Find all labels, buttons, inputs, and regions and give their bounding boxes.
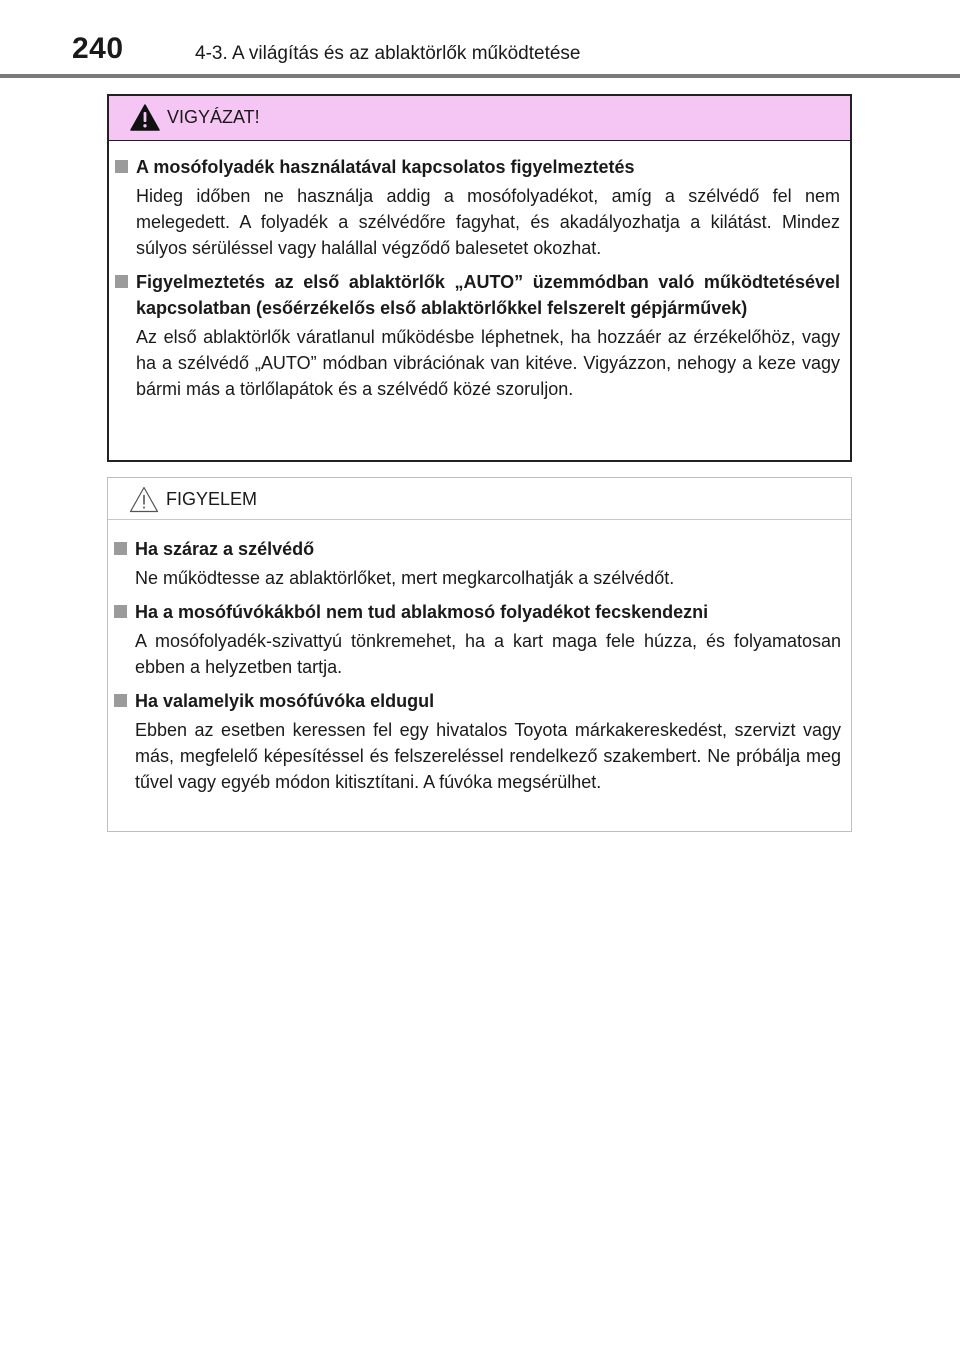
square-bullet-icon bbox=[115, 275, 128, 288]
warning-box-body bbox=[109, 154, 850, 410]
caution-triangle-outline-icon bbox=[129, 486, 159, 513]
section-title: 4-3. A világítás és az ablaktörlők működtetése bbox=[195, 43, 581, 64]
warning-box-title: VIGYÁZAT! bbox=[167, 107, 260, 127]
warning-item-heading bbox=[109, 269, 850, 321]
notice-box-body bbox=[108, 536, 851, 803]
warning-item-heading-text: Figyelmeztetés az első ablaktörlők „AUTO” üzemmódban való működtetésével kapcsolatban (esőérzékelős első ablaktörlőkkel felszerelt gépjárművek) bbox=[136, 272, 840, 318]
notice-item-heading bbox=[108, 536, 851, 562]
notice-item-heading-text: Ha száraz a szélvédő bbox=[135, 539, 315, 559]
notice-item-text: A mosófolyadék-szivattyú tönkremehet, ha a kart maga fele húzza, és folyamatosan ebben a helyzetben tartja. bbox=[135, 631, 841, 677]
page-header bbox=[0, 0, 960, 78]
warning-item-heading bbox=[109, 154, 850, 180]
page-number: 240 bbox=[72, 32, 124, 65]
square-bullet-icon bbox=[115, 160, 128, 173]
warning-box-header bbox=[109, 96, 850, 141]
notice-box bbox=[107, 477, 852, 832]
warning-item-heading-text: A mosófolyadék használatával kapcsolatos figyelmeztetés bbox=[136, 157, 635, 177]
warning-item-text: Az első ablaktörlők váratlanul működésbe léphetnek, ha hozzáér az érzékelőhöz, vagy ha a szélvédő „AUTO” módban vibrációnak van kitéve. Vigyázzon, nehogy a keze vagy bármi más a törlőlapátok és a szélvédő közé szoruljon. bbox=[136, 327, 840, 399]
square-bullet-icon bbox=[114, 694, 127, 707]
notice-box-title: FIGYELEM bbox=[166, 489, 258, 509]
square-bullet-icon bbox=[114, 605, 127, 618]
notice-item-text: Ne működtesse az ablaktörlőket, mert megkarcolhatják a szélvédőt. bbox=[135, 568, 675, 588]
warning-item-text: Hideg időben ne használja addig a mosófolyadékot, amíg a szélvédő fel nem melegedett. A folyadék a szélvédőre fagyhat, és akadályozhatja a kilátást. Mindez súlyos sérüléssel vagy halállal végződő balesetet okozhat. bbox=[136, 186, 840, 258]
notice-item-heading bbox=[108, 688, 851, 714]
warning-triangle-icon bbox=[130, 104, 160, 131]
notice-item-heading-text: Ha a mosófúvókákból nem tud ablakmosó folyadékot fecskendezni bbox=[135, 602, 709, 622]
notice-item-heading-text: Ha valamelyik mosófúvóka eldugul bbox=[135, 691, 435, 711]
square-bullet-icon bbox=[114, 542, 127, 555]
notice-item-heading bbox=[108, 599, 851, 625]
notice-box-header bbox=[108, 478, 851, 520]
warning-box bbox=[107, 94, 852, 462]
header-divider bbox=[0, 74, 960, 78]
notice-item-text: Ebben az esetben keressen fel egy hivatalos Toyota márkakereskedést, szervizt vagy más, megfelelő képesítéssel és felszereléssel rendelkező szakembert. Ne próbálja meg tűvel vagy egyéb módon kitisztítani. A fúvóka megsérülhet. bbox=[135, 720, 841, 792]
